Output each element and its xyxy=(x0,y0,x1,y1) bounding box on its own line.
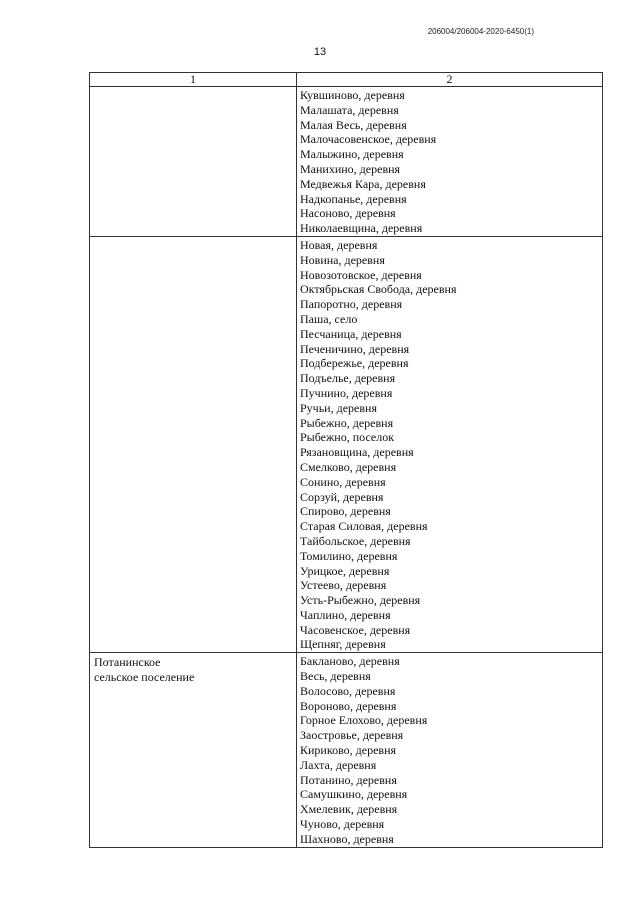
list-item: Насоново, деревня xyxy=(300,206,396,221)
column-2-header: 2 xyxy=(297,73,603,87)
column-1-header: 1 xyxy=(90,73,297,87)
list-item: Самушкино, деревня xyxy=(300,787,408,802)
list-item: Октябрьская Свобода, деревня xyxy=(300,282,457,297)
list-item: Щепняг, деревня xyxy=(300,637,386,652)
list-item: Новая, деревня xyxy=(300,237,378,252)
list-item: Паша, село xyxy=(300,311,358,326)
list-item: Хмелевик, деревня xyxy=(300,802,398,817)
settlement-name: Потанинское xyxy=(94,655,161,670)
list-item: Заостровье, деревня xyxy=(300,728,404,743)
table-row xyxy=(90,87,603,237)
list-item: Малыжино, деревня xyxy=(300,147,404,162)
list-item: Манихино, деревня xyxy=(300,161,401,176)
list-item: Сорзуй, деревня xyxy=(300,489,384,504)
list-item: Рязановщина, деревня xyxy=(300,445,414,460)
list-item: Смелково, деревня xyxy=(300,459,397,474)
list-item: Подъелье, деревня xyxy=(300,371,396,386)
list-item: Подбережье, деревня xyxy=(300,356,409,371)
list-item: Горное Елохово, деревня xyxy=(300,713,428,728)
list-item: Малая Весь, деревня xyxy=(300,117,407,132)
list-item: Спирово, деревня xyxy=(300,504,391,519)
table-row xyxy=(90,653,603,847)
list-item: Чаплино, деревня xyxy=(300,607,391,622)
list-item: Ручьи, деревня xyxy=(300,400,377,415)
table-row xyxy=(90,236,603,652)
localities-cell xyxy=(297,87,603,237)
list-item: Печеничино, деревня xyxy=(300,341,410,356)
list-item: Малочасовенское, деревня xyxy=(300,132,437,147)
settlement-cell xyxy=(90,236,297,652)
settlement-cell xyxy=(90,653,297,847)
page-number: 13 xyxy=(313,46,327,58)
list-item: Тайбольское, деревня xyxy=(300,533,411,548)
localities-list xyxy=(297,237,602,652)
list-item: Весь, деревня xyxy=(300,669,371,684)
list-item: Шахново, деревня xyxy=(300,831,394,846)
list-item: Волосово, деревня xyxy=(300,683,396,698)
list-item: Томилино, деревня xyxy=(300,548,398,563)
list-item: Малашата, деревня xyxy=(300,102,399,117)
list-item: Пучнино, деревня xyxy=(300,385,393,400)
list-item: Надкопанье, деревня xyxy=(300,191,407,206)
list-item: Медвежья Кара, деревня xyxy=(300,176,426,191)
list-item: Сонино, деревня xyxy=(300,474,386,489)
list-item: Урицкое, деревня xyxy=(300,563,390,578)
list-item: Усть-Рыбежно, деревня xyxy=(300,593,421,608)
list-item: Вороново, деревня xyxy=(300,698,397,713)
list-item: Бакланово, деревня xyxy=(300,654,400,669)
settlements-table xyxy=(89,72,603,848)
localities-list xyxy=(297,653,602,846)
table-header-row xyxy=(90,73,603,87)
list-item: Кувшиново, деревня xyxy=(300,88,405,102)
list-item: Новина, деревня xyxy=(300,252,385,267)
list-item: Рыбежно, деревня xyxy=(300,415,394,430)
list-item: Новозотовское, деревня xyxy=(300,267,422,282)
list-item: Часовенское, деревня xyxy=(300,622,411,637)
list-item: Кириково, деревня xyxy=(300,743,397,758)
list-item: Песчаница, деревня xyxy=(300,326,402,341)
list-item: Устеево, деревня xyxy=(300,578,387,593)
document-id: 206004/206004-2020-6450(1) xyxy=(427,27,534,36)
settlement-type: сельское поселение xyxy=(94,670,195,685)
list-item: Старая Силовая, деревня xyxy=(300,519,428,534)
list-item: Николаевщина, деревня xyxy=(300,221,423,236)
list-item: Чуново, деревня xyxy=(300,817,385,832)
localities-cell xyxy=(297,653,603,847)
settlement-cell xyxy=(90,87,297,237)
localities-cell xyxy=(297,236,603,652)
list-item: Потанино, деревня xyxy=(300,772,397,787)
list-item: Папоротно, деревня xyxy=(300,297,403,312)
list-item: Рыбежно, поселок xyxy=(300,430,395,445)
localities-list xyxy=(297,87,602,236)
list-item: Лахта, деревня xyxy=(300,757,377,772)
